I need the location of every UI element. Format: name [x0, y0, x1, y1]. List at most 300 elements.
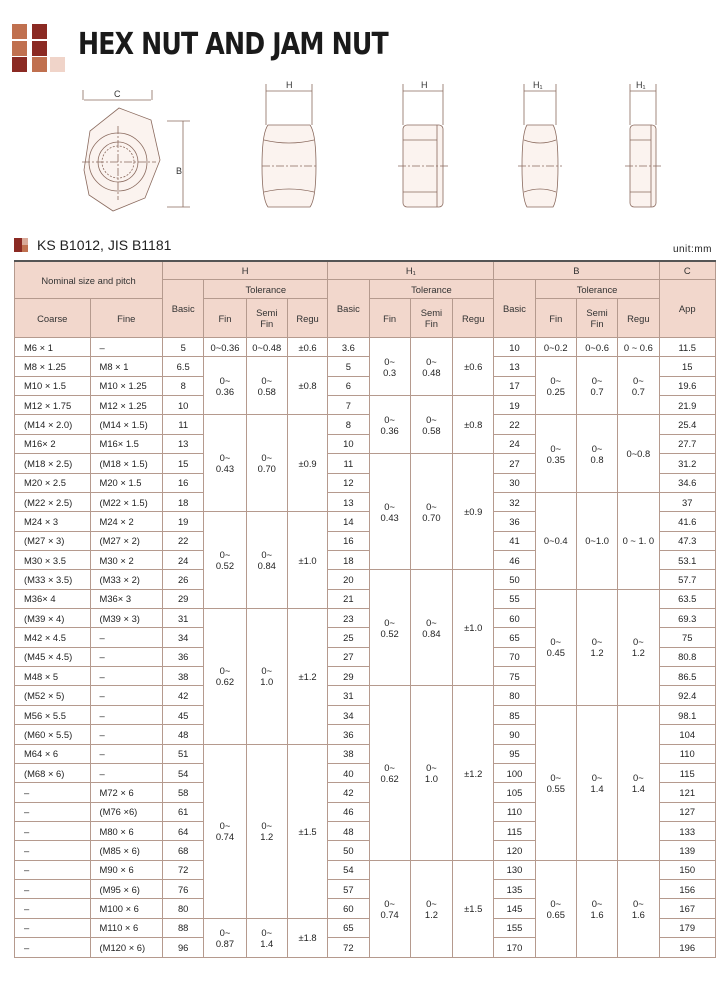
c-app: 47.3	[659, 531, 716, 550]
hex-nut-top-view	[82, 90, 190, 211]
c-app: 196	[659, 938, 716, 957]
label-h-2: H	[421, 80, 428, 90]
b-basic: 41	[494, 531, 535, 550]
tol_h1-semi-tolerance: 0~ 0.58	[410, 396, 452, 454]
tol_h1-regu-tolerance: ±0.9	[453, 454, 494, 570]
header-b: B	[494, 261, 659, 280]
c-app: 104	[659, 725, 716, 744]
h1-basic: 29	[328, 667, 369, 686]
table-row	[15, 705, 716, 724]
b-basic: 70	[494, 647, 535, 666]
c-app: 121	[659, 783, 716, 802]
b-basic: 30	[494, 473, 535, 492]
h-basic: 58	[163, 783, 204, 802]
tol_b-fin-tolerance: 0~ 0.25	[535, 357, 576, 415]
tol_h-semi-tolerance: 0~0.48	[246, 338, 287, 357]
table-row	[15, 589, 716, 608]
header-coarse: Coarse	[15, 299, 91, 338]
h1-basic: 60	[328, 899, 369, 918]
b-basic: 27	[494, 454, 535, 473]
h1-basic: 48	[328, 821, 369, 840]
table-row	[15, 338, 716, 357]
coarse-size: M64 × 6	[15, 744, 91, 763]
header-fine: Fine	[90, 299, 163, 338]
b-basic: 22	[494, 415, 535, 434]
b-basic: 46	[494, 550, 535, 569]
tol_h-regu-tolerance: ±1.8	[287, 918, 327, 957]
tol_b-regu-tolerance: 0~0.8	[618, 415, 659, 492]
h-basic: 26	[163, 570, 204, 589]
c-app: 37	[659, 492, 716, 511]
tol_h-regu-tolerance: ±1.0	[287, 512, 327, 609]
h-basic: 13	[163, 434, 204, 453]
fine-size: –	[90, 686, 163, 705]
fine-size: M12 × 1.25	[90, 396, 163, 415]
h1-basic: 20	[328, 570, 369, 589]
table-row	[15, 492, 716, 511]
h1-basic: 11	[328, 454, 369, 473]
coarse-size: –	[15, 918, 91, 937]
c-app: 25.4	[659, 415, 716, 434]
b-basic: 10	[494, 338, 535, 357]
c-app: 86.5	[659, 667, 716, 686]
h1-basic: 27	[328, 647, 369, 666]
b-basic: 50	[494, 570, 535, 589]
fine-size: (M120 × 6)	[90, 938, 163, 957]
table-row	[15, 415, 716, 434]
coarse-size: M56 × 5.5	[15, 705, 91, 724]
logo-square	[32, 24, 47, 39]
tol_h-fin-tolerance: 0~ 0.43	[204, 415, 246, 512]
tol_b-regu-tolerance: 0~ 1.2	[618, 589, 659, 705]
b-basic: 100	[494, 763, 535, 782]
unit-label: unit:mm	[672, 244, 712, 255]
coarse-size: (M68 × 6)	[15, 763, 91, 782]
tol_h1-fin-tolerance: 0~ 0.52	[369, 570, 410, 686]
tol_b-semi-tolerance: 0~ 0.8	[576, 415, 617, 492]
coarse-size: M12 × 1.75	[15, 396, 91, 415]
c-app: 57.7	[659, 570, 716, 589]
tol_h-semi-tolerance: 0~ 0.58	[246, 357, 287, 415]
b-basic: 135	[494, 880, 535, 899]
fine-size: M110 × 6	[90, 918, 163, 937]
h-basic: 51	[163, 744, 204, 763]
b-basic: 19	[494, 396, 535, 415]
tol_h-fin-tolerance: 0~ 0.87	[204, 918, 246, 957]
h1-basic: 21	[328, 589, 369, 608]
h-basic: 42	[163, 686, 204, 705]
h1-basic: 3.6	[328, 338, 369, 357]
h-basic: 36	[163, 647, 204, 666]
coarse-size: M16× 2	[15, 434, 91, 453]
brand-logo	[12, 24, 68, 72]
h1-basic: 36	[328, 725, 369, 744]
coarse-size: (M14 × 2.0)	[15, 415, 91, 434]
coarse-size: –	[15, 860, 91, 879]
h-basic: 76	[163, 880, 204, 899]
header-h: H	[163, 261, 328, 280]
fine-size: (M76 ×6)	[90, 802, 163, 821]
coarse-size: –	[15, 821, 91, 840]
header-b-fin: Fin	[535, 299, 576, 338]
nut-drawings	[0, 70, 720, 220]
c-app: 127	[659, 802, 716, 821]
header-h-basic: Basic	[163, 280, 204, 338]
tol_h1-regu-tolerance: ±0.6	[453, 338, 494, 396]
fine-size: M90 × 6	[90, 860, 163, 879]
c-app: 139	[659, 841, 716, 860]
coarse-size: M8 × 1.25	[15, 357, 91, 376]
h1-basic: 38	[328, 744, 369, 763]
c-app: 11.5	[659, 338, 716, 357]
hex-nut-side-view	[262, 84, 316, 207]
fine-size: M16× 1.5	[90, 434, 163, 453]
h1-basic: 42	[328, 783, 369, 802]
fine-size: (M14 × 1.5)	[90, 415, 163, 434]
fine-size: M8 × 1	[90, 357, 163, 376]
h-basic: 88	[163, 918, 204, 937]
b-basic: 120	[494, 841, 535, 860]
coarse-size: (M45 × 4.5)	[15, 647, 91, 666]
header-b-regu: Regu	[618, 299, 659, 338]
coarse-size: M24 × 3	[15, 512, 91, 531]
coarse-size: (M18 × 2.5)	[15, 454, 91, 473]
h-basic: 6.5	[163, 357, 204, 376]
tol_h1-regu-tolerance: ±0.8	[453, 396, 494, 454]
tol_h1-fin-tolerance: 0~ 0.74	[369, 860, 410, 957]
c-app: 53.1	[659, 550, 716, 569]
label-h1: H₁	[533, 80, 543, 90]
b-basic: 145	[494, 899, 535, 918]
b-basic: 130	[494, 860, 535, 879]
b-basic: 105	[494, 783, 535, 802]
h1-basic: 8	[328, 415, 369, 434]
tol_h-semi-tolerance: 0~ 1.4	[246, 918, 287, 957]
coarse-size: (M33 × 3.5)	[15, 570, 91, 589]
h1-basic: 72	[328, 938, 369, 957]
tol_b-semi-tolerance: 0~ 1.2	[576, 589, 617, 705]
b-basic: 110	[494, 802, 535, 821]
fine-size: M24 × 2	[90, 512, 163, 531]
h1-basic: 65	[328, 918, 369, 937]
c-app: 156	[659, 880, 716, 899]
h1-basic: 7	[328, 396, 369, 415]
fine-size: (M33 × 2)	[90, 570, 163, 589]
tol_h-semi-tolerance: 0~ 1.2	[246, 744, 287, 918]
b-basic: 85	[494, 705, 535, 724]
header-c-app: App	[659, 280, 716, 338]
b-basic: 32	[494, 492, 535, 511]
tol_b-semi-tolerance: 0~1.0	[576, 492, 617, 589]
fine-size: –	[90, 647, 163, 666]
h-basic: 24	[163, 550, 204, 569]
h-basic: 8	[163, 376, 204, 395]
header-h-regu: Regu	[287, 299, 327, 338]
jam-nut-side-view	[518, 84, 562, 207]
h-basic: 96	[163, 938, 204, 957]
tol_h1-semi-tolerance: 0~ 0.48	[410, 338, 452, 396]
h1-basic: 5	[328, 357, 369, 376]
fine-size: (M18 × 1.5)	[90, 454, 163, 473]
logo-square	[32, 41, 47, 56]
h-basic: 22	[163, 531, 204, 550]
h-basic: 54	[163, 763, 204, 782]
tol_h-fin-tolerance: 0~0.36	[204, 338, 246, 357]
fine-size: (M85 × 6)	[90, 841, 163, 860]
header-b-tolerance: Tolerance	[535, 280, 659, 299]
fine-size: –	[90, 667, 163, 686]
tol_h1-semi-tolerance: 0~ 0.70	[410, 454, 452, 570]
h1-basic: 18	[328, 550, 369, 569]
tol_h-semi-tolerance: 0~ 1.0	[246, 609, 287, 745]
header-h1-semi-fin: Semi Fin	[410, 299, 452, 338]
h-basic: 64	[163, 821, 204, 840]
h-basic: 18	[163, 492, 204, 511]
h-basic: 29	[163, 589, 204, 608]
coarse-size: –	[15, 938, 91, 957]
coarse-size: M30 × 3.5	[15, 550, 91, 569]
h-basic: 15	[163, 454, 204, 473]
tol_h1-semi-tolerance: 0~ 1.2	[410, 860, 452, 957]
coarse-size: –	[15, 880, 91, 899]
tol_h1-regu-tolerance: ±1.5	[453, 860, 494, 957]
header-nominal: Nominal size and pitch	[15, 261, 163, 299]
standard-text: KS B1012, JIS B1181	[37, 237, 172, 253]
fine-size: (M27 × 2)	[90, 531, 163, 550]
header-h1: H₁	[328, 261, 494, 280]
label-c: C	[114, 89, 121, 99]
c-app: 63.5	[659, 589, 716, 608]
logo-square	[12, 41, 27, 56]
fine-size: (M22 × 1.5)	[90, 492, 163, 511]
h1-basic: 23	[328, 609, 369, 628]
tol_b-regu-tolerance: 0~ 0.7	[618, 357, 659, 415]
h1-basic: 40	[328, 763, 369, 782]
fine-size: M10 × 1.25	[90, 376, 163, 395]
c-app: 41.6	[659, 512, 716, 531]
b-basic: 90	[494, 725, 535, 744]
c-app: 150	[659, 860, 716, 879]
tol_b-fin-tolerance: 0~0.4	[535, 492, 576, 589]
fine-size: (M95 × 6)	[90, 880, 163, 899]
header-b-basic: Basic	[494, 280, 535, 338]
fine-size: –	[90, 763, 163, 782]
c-app: 92.4	[659, 686, 716, 705]
fine-size: M20 × 1.5	[90, 473, 163, 492]
h-basic: 34	[163, 628, 204, 647]
c-app: 115	[659, 763, 716, 782]
coarse-size: (M22 × 2.5)	[15, 492, 91, 511]
h-basic: 11	[163, 415, 204, 434]
header-h1-tolerance: Tolerance	[369, 280, 494, 299]
b-basic: 65	[494, 628, 535, 647]
c-app: 133	[659, 821, 716, 840]
tol_b-fin-tolerance: 0~ 0.35	[535, 415, 576, 492]
c-app: 31.2	[659, 454, 716, 473]
h-basic: 5	[163, 338, 204, 357]
jam-nut-front-view	[625, 84, 661, 207]
fine-size: M72 × 6	[90, 783, 163, 802]
b-basic: 36	[494, 512, 535, 531]
tol_b-fin-tolerance: 0~ 0.45	[535, 589, 576, 705]
h1-basic: 54	[328, 860, 369, 879]
header-h1-regu: Regu	[453, 299, 494, 338]
tol_b-semi-tolerance: 0~ 1.6	[576, 860, 617, 957]
tol_b-semi-tolerance: 0~ 1.4	[576, 705, 617, 860]
tol_h1-fin-tolerance: 0~ 0.43	[369, 454, 410, 570]
b-basic: 55	[494, 589, 535, 608]
h1-basic: 10	[328, 434, 369, 453]
tol_h-semi-tolerance: 0~ 0.84	[246, 512, 287, 609]
h-basic: 10	[163, 396, 204, 415]
fine-size: –	[90, 628, 163, 647]
tol_b-regu-tolerance: 0~ 1.4	[618, 705, 659, 860]
coarse-size: (M60 × 5.5)	[15, 725, 91, 744]
tol_h1-regu-tolerance: ±1.2	[453, 686, 494, 860]
coarse-size: –	[15, 802, 91, 821]
tol_h-fin-tolerance: 0~ 0.62	[204, 609, 246, 745]
h1-basic: 6	[328, 376, 369, 395]
h-basic: 80	[163, 899, 204, 918]
coarse-size: M42 × 4.5	[15, 628, 91, 647]
tol_h-regu-tolerance: ±1.5	[287, 744, 327, 918]
b-basic: 115	[494, 821, 535, 840]
h1-basic: 25	[328, 628, 369, 647]
b-basic: 170	[494, 938, 535, 957]
b-basic: 13	[494, 357, 535, 376]
h-basic: 72	[163, 860, 204, 879]
c-app: 19.6	[659, 376, 716, 395]
tol_h-fin-tolerance: 0~ 0.52	[204, 512, 246, 609]
header-h1-basic: Basic	[328, 280, 369, 338]
h1-basic: 50	[328, 841, 369, 860]
tol_h-semi-tolerance: 0~ 0.70	[246, 415, 287, 512]
coarse-size: M6 × 1	[15, 338, 91, 357]
c-app: 179	[659, 918, 716, 937]
header-h-fin: Fin	[204, 299, 246, 338]
h-basic: 48	[163, 725, 204, 744]
h1-basic: 13	[328, 492, 369, 511]
table-body	[15, 338, 716, 958]
hex-nut-front-view	[398, 84, 448, 207]
b-basic: 17	[494, 376, 535, 395]
table-row	[15, 357, 716, 376]
h1-basic: 46	[328, 802, 369, 821]
table-row	[15, 860, 716, 879]
b-basic: 24	[494, 434, 535, 453]
h-basic: 16	[163, 473, 204, 492]
b-basic: 80	[494, 686, 535, 705]
fine-size: (M39 × 3)	[90, 609, 163, 628]
section-marker-icon	[14, 238, 28, 252]
tol_b-fin-tolerance: 0~0.2	[535, 338, 576, 357]
tol_h-regu-tolerance: ±0.6	[287, 338, 327, 357]
tol_b-fin-tolerance: 0~ 0.55	[535, 705, 576, 860]
label-h1-2: H₁	[636, 80, 646, 90]
coarse-size: M48 × 5	[15, 667, 91, 686]
label-b: B	[176, 166, 183, 176]
fine-size: –	[90, 338, 163, 357]
c-app: 69.3	[659, 609, 716, 628]
c-app: 21.9	[659, 396, 716, 415]
tol_h1-semi-tolerance: 0~ 0.84	[410, 570, 452, 686]
h-basic: 61	[163, 802, 204, 821]
c-app: 15	[659, 357, 716, 376]
b-basic: 75	[494, 667, 535, 686]
fine-size: –	[90, 725, 163, 744]
logo-square	[12, 24, 27, 39]
h1-basic: 12	[328, 473, 369, 492]
tol_h1-fin-tolerance: 0~ 0.3	[369, 338, 410, 396]
header-h-semi-fin: Semi Fin	[246, 299, 287, 338]
b-basic: 155	[494, 918, 535, 937]
tol_b-regu-tolerance: 0~ 1.6	[618, 860, 659, 957]
coarse-size: M20 × 2.5	[15, 473, 91, 492]
tol_h-fin-tolerance: 0~ 0.36	[204, 357, 246, 415]
coarse-size: –	[15, 899, 91, 918]
coarse-size: M10 × 1.5	[15, 376, 91, 395]
h1-basic: 34	[328, 705, 369, 724]
h1-basic: 57	[328, 880, 369, 899]
h1-basic: 31	[328, 686, 369, 705]
h1-basic: 16	[328, 531, 369, 550]
fine-size: M30 × 2	[90, 550, 163, 569]
header-b-semi-fin: Semi Fin	[576, 299, 617, 338]
h1-basic: 14	[328, 512, 369, 531]
c-app: 167	[659, 899, 716, 918]
c-app: 98.1	[659, 705, 716, 724]
tol_b-regu-tolerance: 0 ~ 1. 0	[618, 492, 659, 589]
coarse-size: (M39 × 4)	[15, 609, 91, 628]
tol_h-regu-tolerance: ±0.9	[287, 415, 327, 512]
fine-size: –	[90, 705, 163, 724]
tol_h1-fin-tolerance: 0~ 0.62	[369, 686, 410, 860]
fine-size: –	[90, 744, 163, 763]
tol_b-fin-tolerance: 0~ 0.65	[535, 860, 576, 957]
b-basic: 60	[494, 609, 535, 628]
c-app: 80.8	[659, 647, 716, 666]
header-h-tolerance: Tolerance	[204, 280, 328, 299]
header-c: C	[659, 261, 716, 280]
c-app: 27.7	[659, 434, 716, 453]
h-basic: 38	[163, 667, 204, 686]
h-basic: 31	[163, 609, 204, 628]
page-title: HEX NUT AND JAM NUT	[78, 27, 388, 62]
b-basic: 95	[494, 744, 535, 763]
fine-size: M36× 3	[90, 589, 163, 608]
fine-size: M100 × 6	[90, 899, 163, 918]
tol_h1-semi-tolerance: 0~ 1.0	[410, 686, 452, 860]
label-h: H	[286, 80, 293, 90]
tol_b-semi-tolerance: 0~0.6	[576, 338, 617, 357]
header-h1-fin: Fin	[369, 299, 410, 338]
h-basic: 68	[163, 841, 204, 860]
tol_h-fin-tolerance: 0~ 0.74	[204, 744, 246, 918]
coarse-size: –	[15, 841, 91, 860]
c-app: 110	[659, 744, 716, 763]
h-basic: 45	[163, 705, 204, 724]
tol_h1-fin-tolerance: 0~ 0.36	[369, 396, 410, 454]
coarse-size: –	[15, 783, 91, 802]
dimension-table	[14, 260, 716, 958]
tol_b-semi-tolerance: 0~ 0.7	[576, 357, 617, 415]
tol_h1-regu-tolerance: ±1.0	[453, 570, 494, 686]
tol_b-regu-tolerance: 0 ~ 0.6	[618, 338, 659, 357]
coarse-size: (M27 × 3)	[15, 531, 91, 550]
tol_h-regu-tolerance: ±1.2	[287, 609, 327, 745]
tol_h-regu-tolerance: ±0.8	[287, 357, 327, 415]
c-app: 34.6	[659, 473, 716, 492]
